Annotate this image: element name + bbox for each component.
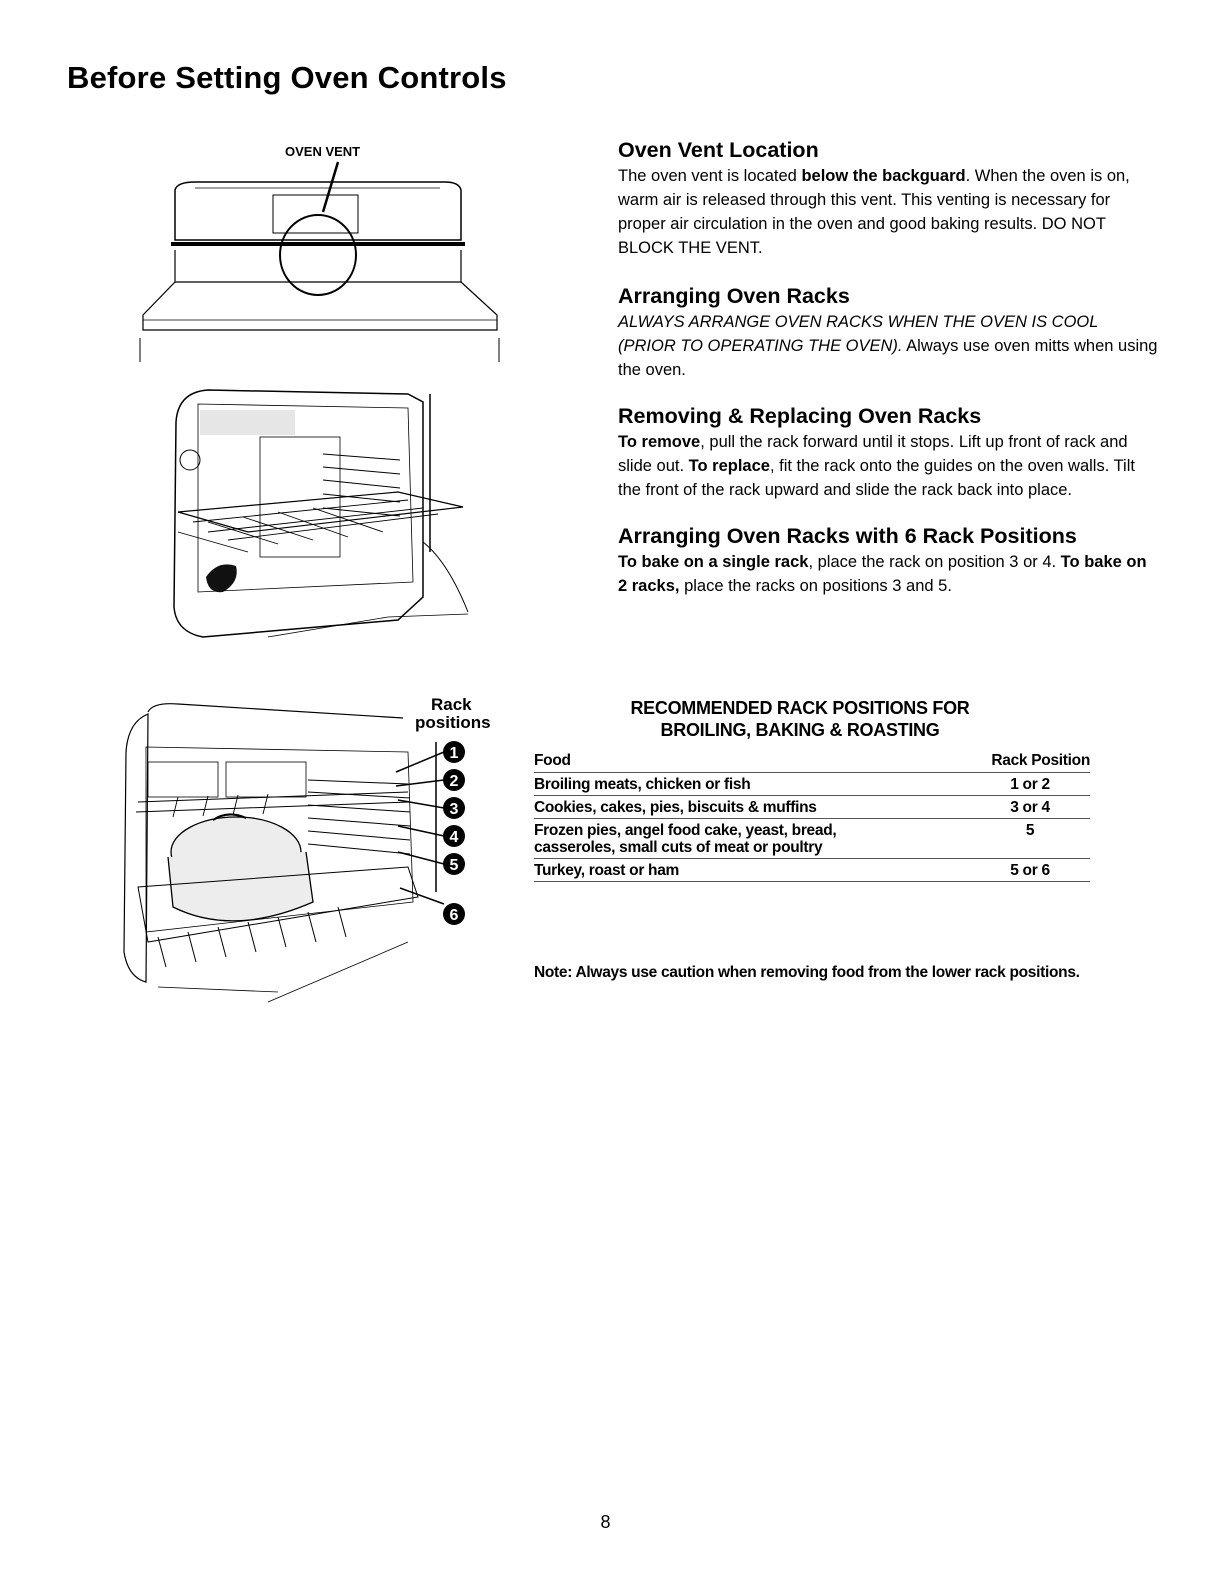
vent-bold-text: below the backguard — [801, 167, 966, 185]
rack-label-line1: Rack — [431, 695, 472, 714]
table-row — [534, 858, 1090, 881]
rack-number-6: 6 — [449, 907, 459, 924]
vent-section — [618, 136, 1158, 260]
removing-body — [618, 430, 1158, 502]
recommended-heading-line2: BROILING, BAKING & ROASTING — [660, 720, 940, 740]
replace-text: , fit the rack onto the guides on the oven walls. Tilt the front of the rack upward and slide the rack back into place. — [618, 457, 1135, 499]
food-cell: Cookies, cakes, pies, biscuits & muffins — [534, 795, 970, 818]
food-cell: Broiling meats, chicken or fish — [534, 772, 970, 795]
rack-number-badges — [443, 741, 465, 925]
rack-number-4: 4 — [449, 829, 459, 846]
six-positions-section — [618, 522, 1158, 598]
removing-heading: Removing & Replacing Oven Racks — [618, 404, 982, 428]
removing-section — [618, 402, 1158, 502]
oven-vent-label: OVEN VENT — [285, 144, 361, 159]
caution-note: Note: Always use caution when removing food from the lower rack positions. — [534, 964, 1080, 981]
rack-number-2: 2 — [449, 773, 459, 790]
rack-number-1: 1 — [449, 745, 459, 762]
two-racks-bold: To bake on 2 racks, — [618, 553, 1147, 595]
vent-text: The oven vent is located — [618, 167, 802, 185]
recommended-heading-line1: RECOMMENDED RACK POSITIONS FOR — [630, 698, 970, 718]
single-rack-bold: To bake on a single rack — [618, 553, 809, 571]
instructions-column — [618, 136, 1158, 598]
recommended-heading — [540, 697, 1060, 741]
rack-label-line2: positions — [415, 713, 491, 732]
rack-position-table — [534, 747, 1090, 882]
vent-body — [618, 164, 1158, 260]
food-cell: Turkey, roast or ham — [534, 858, 970, 881]
position-cell: 1 or 2 — [970, 772, 1090, 795]
six-positions-heading: Arranging Oven Racks with 6 Rack Positions — [618, 524, 1077, 548]
position-cell: 5 — [970, 818, 1090, 858]
vent-text-rest: . When the oven is on, warm air is released through this vent. This venting is necessary for proper air circulation in the oven and good baking results. DO NOT BLOCK THE VENT. — [618, 167, 1130, 257]
table-row — [534, 795, 1090, 818]
to-replace-bold: To replace — [688, 457, 770, 475]
arranging-heading: Arranging Oven Racks — [618, 284, 850, 308]
page-number: 8 — [600, 1512, 611, 1532]
rack-positions-illustration — [118, 692, 498, 1007]
two-racks-text: place the racks on positions 3 and 5. — [679, 577, 952, 595]
six-positions-body — [618, 550, 1158, 598]
rack-number-3: 3 — [449, 801, 459, 818]
single-rack-text: , place the rack on position 3 or 4. — [808, 553, 1061, 571]
oven-vent-illustration — [135, 140, 505, 362]
col-food-header: Food — [534, 747, 970, 772]
position-cell: 5 or 6 — [970, 858, 1090, 881]
arranging-italic-text: ALWAYS ARRANGE OVEN RACKS WHEN THE OVEN IS COOL (PRIOR TO OPERATING THE OVEN). — [618, 313, 1099, 355]
vent-heading: Oven Vent Location — [618, 138, 819, 162]
food-cell: Frozen pies, angel food cake, yeast, bread, casseroles, small cuts of meat or poultry — [534, 818, 970, 858]
to-remove-bold: To remove — [618, 433, 701, 451]
arranging-body — [618, 310, 1158, 382]
arranging-section — [618, 282, 1158, 382]
arranging-text: Always use oven mitts when using the oven. — [618, 337, 1158, 379]
table-row — [534, 772, 1090, 795]
position-cell: 3 or 4 — [970, 795, 1090, 818]
remove-text: , pull the rack forward until it stops. Lift up front of rack and slide out. — [618, 433, 1128, 475]
page-title: Before Setting Oven Controls — [67, 60, 507, 95]
table-row — [534, 818, 1090, 858]
rack-removal-illustration — [168, 382, 478, 652]
table-header-row — [534, 747, 1090, 772]
rack-number-5: 5 — [449, 857, 459, 874]
col-position-header: Rack Position — [970, 747, 1090, 772]
